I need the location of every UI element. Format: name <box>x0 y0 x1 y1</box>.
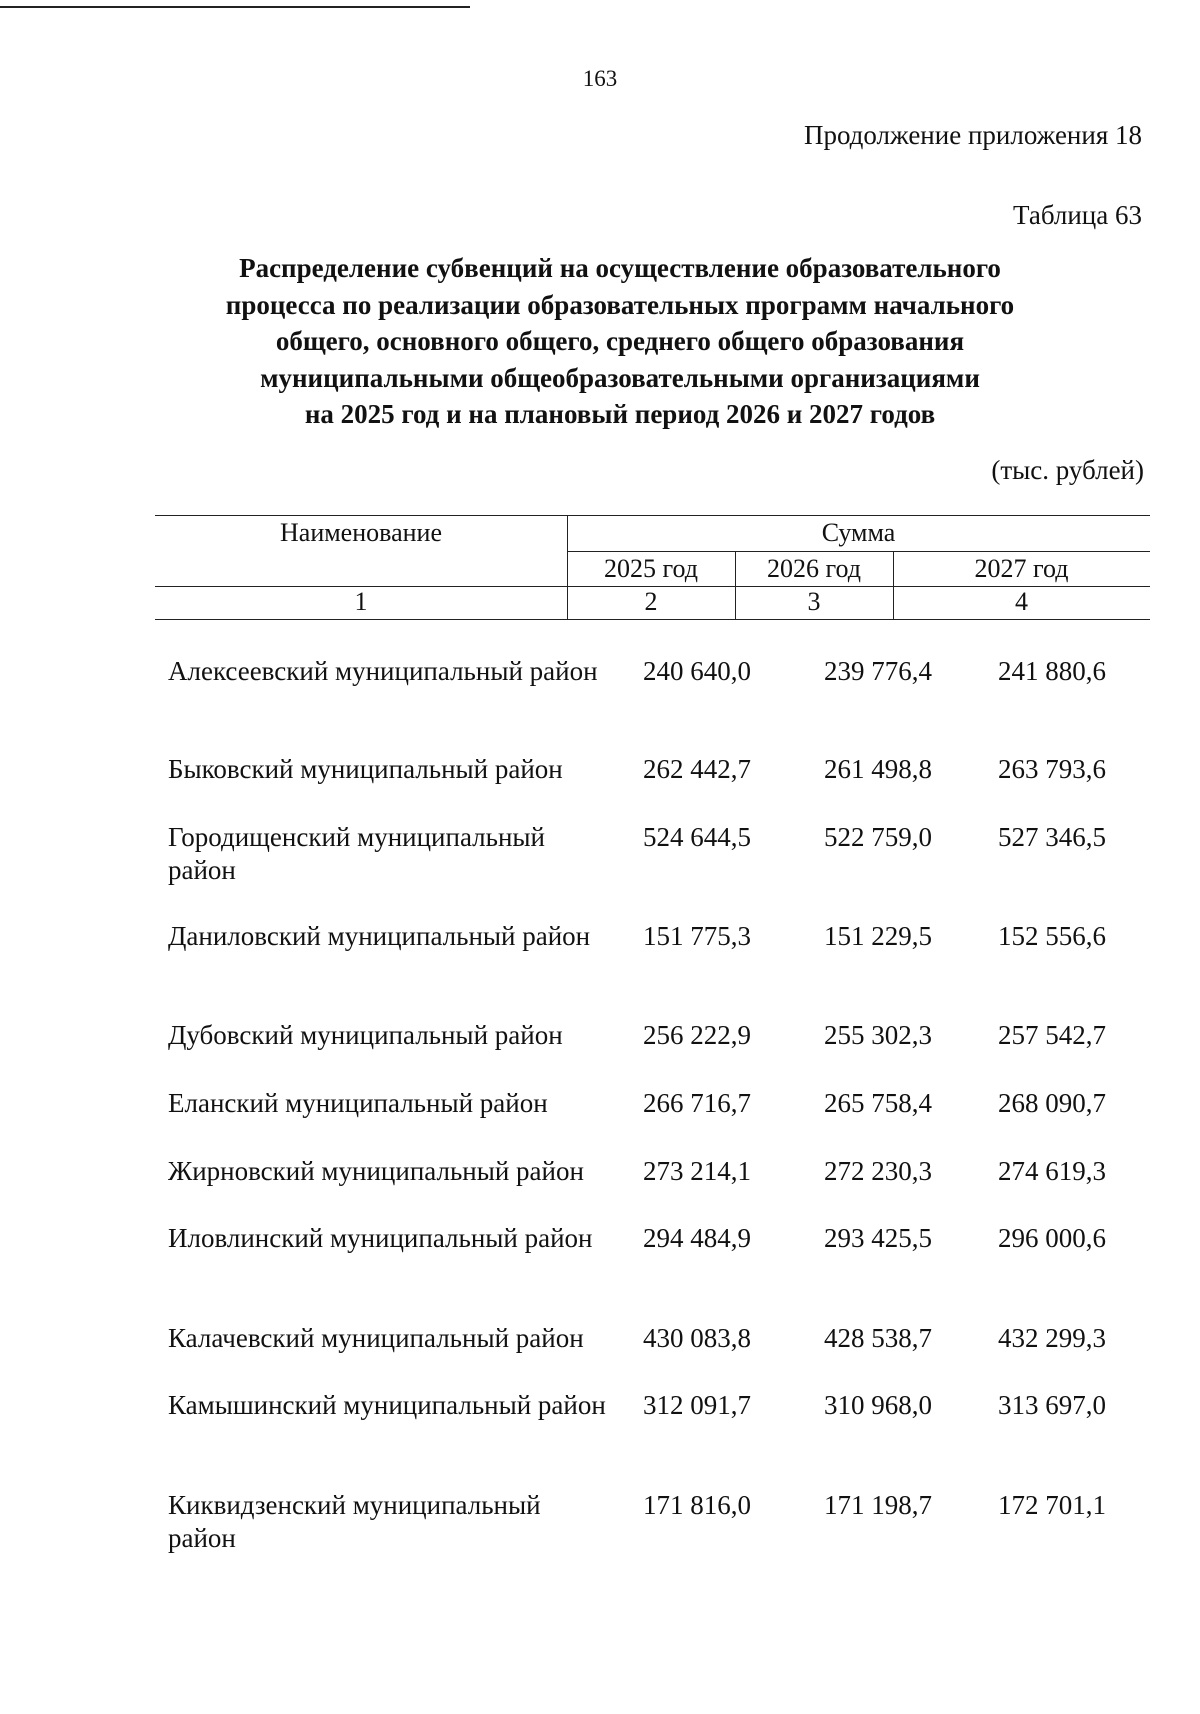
column-number: 4 <box>1015 587 1028 616</box>
district-name: Даниловский муниципальный район <box>168 921 591 951</box>
header-year: 2027 год <box>974 554 1069 583</box>
title-line: общего, основного общего, среднего общего образования <box>275 326 965 356</box>
district-name: Иловлинский муниципальный район <box>168 1223 593 1253</box>
value-2025: 524 644,5 <box>643 822 751 852</box>
value-2027: 527 346,5 <box>998 822 1106 852</box>
header-top-rule <box>155 515 1150 516</box>
value-2025: 256 222,9 <box>643 1020 751 1050</box>
column-number: 3 <box>807 587 821 616</box>
value-2026: 272 230,3 <box>824 1156 932 1186</box>
title-line: муниципальными общеобразовательными организациями <box>260 362 980 393</box>
value-2026: 293 425,5 <box>824 1223 932 1253</box>
value-2027: 268 090,7 <box>998 1088 1106 1118</box>
value-2025: 312 091,7 <box>643 1390 751 1420</box>
value-2027: 432 299,3 <box>998 1323 1106 1353</box>
value-2027: 274 619,3 <box>998 1156 1106 1186</box>
units-label: (тыс. рублей) <box>991 455 1144 485</box>
district-name: Киквидзенский муниципальный район <box>168 1490 541 1553</box>
value-2026: 261 498,8 <box>824 754 932 784</box>
value-2026: 428 538,7 <box>824 1323 932 1353</box>
appendix-note: Продолжение приложения 18 <box>803 120 1142 150</box>
header-year: 2025 год <box>604 554 698 583</box>
title-line: процесса по реализации образовательных программ начального <box>225 289 1015 320</box>
district-name: Еланский муниципальный район <box>168 1088 548 1118</box>
value-2026: 265 758,4 <box>824 1088 932 1118</box>
header-sum: Сумма <box>821 518 896 547</box>
district-name: Калачевский муниципальный район <box>168 1323 584 1353</box>
district-name: Жирновский муниципальный район <box>168 1156 584 1186</box>
value-2025: 430 083,8 <box>643 1323 751 1353</box>
district-name: Городищенский муниципальный район <box>168 822 545 885</box>
header-bottom-rule <box>155 619 1150 620</box>
value-2026: 151 229,5 <box>824 921 932 951</box>
header-year: 2026 год <box>767 554 861 583</box>
value-2025: 240 640,0 <box>643 656 751 686</box>
column-number: 1 <box>354 587 368 616</box>
value-2027: 313 697,0 <box>998 1390 1106 1420</box>
value-2026: 522 759,0 <box>824 822 932 852</box>
value-2025: 151 775,3 <box>643 921 751 951</box>
value-2026: 310 968,0 <box>824 1390 932 1420</box>
value-2025: 294 484,9 <box>643 1223 751 1253</box>
value-2025: 171 816,0 <box>643 1490 751 1520</box>
page-number: 163 <box>582 66 618 91</box>
value-2027: 257 542,7 <box>998 1020 1106 1050</box>
value-2027: 296 000,6 <box>998 1223 1106 1253</box>
value-2027: 152 556,6 <box>998 921 1106 951</box>
table-header <box>155 515 1150 620</box>
value-2026: 171 198,7 <box>824 1490 932 1520</box>
value-2026: 239 776,4 <box>824 656 932 686</box>
value-2026: 255 302,3 <box>824 1020 932 1050</box>
value-2027: 263 793,6 <box>998 754 1106 784</box>
district-name: Камышинский муниципальный район <box>168 1390 606 1420</box>
district-name: Быковский муниципальный район <box>168 754 563 784</box>
value-2025: 266 716,7 <box>643 1088 751 1118</box>
table-number: Таблица 63 <box>1013 200 1142 230</box>
value-2025: 262 442,7 <box>643 754 751 784</box>
document-title <box>170 250 1070 433</box>
title-line: Распределение субвенций на осуществление образовательного <box>239 253 1001 283</box>
header-name: Наименование <box>280 518 442 547</box>
sum-underline-rule <box>567 551 1150 552</box>
column-number: 2 <box>644 587 658 616</box>
value-2027: 172 701,1 <box>998 1490 1106 1520</box>
title-line: на 2025 год и на плановый период 2026 и 2027 годов <box>304 399 936 429</box>
value-2027: 241 880,6 <box>998 656 1106 686</box>
district-name: Алексеевский муниципальный район <box>168 656 598 686</box>
value-2025: 273 214,1 <box>643 1156 751 1186</box>
scan-top-border <box>0 6 470 8</box>
district-name: Дубовский муниципальный район <box>168 1020 563 1050</box>
